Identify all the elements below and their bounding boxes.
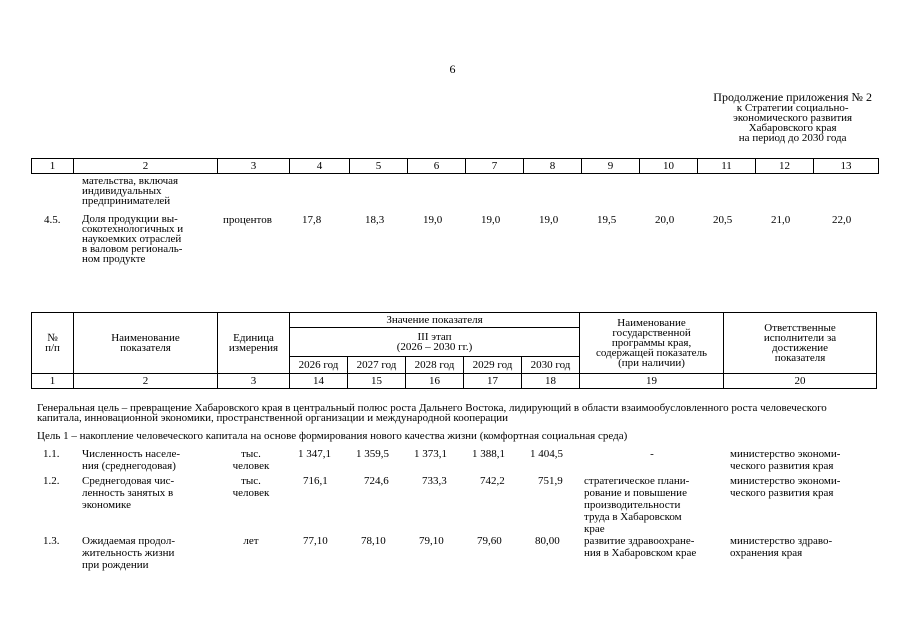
continuation-text bbox=[82, 176, 178, 206]
text-line: министерство экономи- bbox=[730, 475, 841, 487]
col-number: 9 bbox=[582, 159, 640, 174]
text-line: стратегическое плани- bbox=[584, 475, 690, 487]
text-line: рование и повышение bbox=[584, 487, 687, 499]
col-number: 12 bbox=[756, 159, 814, 174]
header-unit bbox=[218, 313, 290, 374]
header-line: показателя bbox=[120, 342, 171, 354]
value-cell: 79,10 bbox=[419, 535, 444, 547]
text-line: при рождении bbox=[82, 559, 149, 571]
header-line: достижение bbox=[772, 342, 828, 354]
header-year: 2029 год bbox=[464, 357, 522, 374]
header-line: III этап bbox=[417, 331, 452, 343]
col-number: 11 bbox=[698, 159, 756, 174]
appendix-line: Хабаровского края bbox=[748, 122, 837, 134]
text-line: крае bbox=[584, 523, 605, 535]
row-4-5-unit: процентов bbox=[223, 214, 272, 226]
page-number: 6 bbox=[449, 62, 456, 76]
text-line: лет bbox=[243, 535, 259, 547]
text-line: министерство здраво- bbox=[730, 535, 833, 547]
row-name bbox=[82, 475, 174, 511]
header-line: п/п bbox=[45, 342, 60, 354]
row-name bbox=[82, 535, 175, 571]
row-unit bbox=[222, 448, 280, 472]
value-cell: 724,6 bbox=[364, 475, 389, 487]
value-cell: 17,8 bbox=[302, 214, 322, 226]
header-line: (2026 – 2030 гг.) bbox=[396, 341, 473, 353]
value-cell: 20,0 bbox=[655, 214, 675, 226]
value-cell: 716,1 bbox=[303, 475, 328, 487]
col-number: 16 bbox=[406, 374, 464, 389]
row-unit bbox=[222, 475, 280, 499]
text-line: ческого развития края bbox=[730, 487, 834, 499]
header-year: 2030 год bbox=[522, 357, 580, 374]
col-number: 8 bbox=[524, 159, 582, 174]
value-cell: 1 373,1 bbox=[414, 448, 447, 460]
row-number: 1.2. bbox=[43, 475, 60, 487]
value-cell: 1 359,5 bbox=[356, 448, 389, 460]
col-number: 7 bbox=[466, 159, 524, 174]
text-line: экономике bbox=[82, 499, 131, 511]
text-line: наукоемких отраслей bbox=[82, 233, 182, 245]
col-number: 20 bbox=[724, 374, 877, 389]
header-line: № bbox=[47, 332, 58, 344]
row-responsible bbox=[730, 535, 832, 559]
appendix-line: на период до 2030 года bbox=[738, 132, 847, 144]
header-line: Наименование bbox=[111, 332, 180, 344]
header-program bbox=[580, 313, 724, 374]
col-number: 17 bbox=[464, 374, 522, 389]
header-line: показателя bbox=[774, 352, 826, 364]
header-line: содержащей показатель bbox=[595, 347, 708, 359]
header-line: Наименование bbox=[617, 317, 686, 329]
text-line: Доля продукции вы- bbox=[82, 213, 178, 225]
text-line: ческого развития края bbox=[730, 460, 834, 472]
appendix-line: к Стратегии социально- bbox=[736, 102, 849, 114]
text-line: индивидуальных bbox=[82, 185, 162, 197]
value-cell: 19,0 bbox=[539, 214, 559, 226]
text-line: тыс. bbox=[241, 475, 261, 487]
text-line: предпринимателей bbox=[82, 195, 171, 207]
col-number: 3 bbox=[218, 374, 290, 389]
row-program bbox=[584, 475, 689, 535]
value-cell: 19,0 bbox=[423, 214, 443, 226]
col-number: 2 bbox=[74, 159, 218, 174]
header-name bbox=[74, 313, 218, 374]
header-line: государственной bbox=[612, 327, 691, 339]
row-program bbox=[582, 448, 722, 460]
appendix-line: экономического развития bbox=[733, 112, 853, 124]
value-cell: 1 404,5 bbox=[530, 448, 563, 460]
text-line: жительность жизни bbox=[82, 547, 175, 559]
col-number: 6 bbox=[408, 159, 466, 174]
col-number: 15 bbox=[348, 374, 406, 389]
value-cell: 1 347,1 bbox=[298, 448, 331, 460]
text-line: ния в Хабаровском крае bbox=[584, 547, 697, 559]
row-number: 1.1. bbox=[43, 448, 60, 460]
text-line: в валовом региональ- bbox=[82, 243, 183, 255]
text-line: Ожидаемая продол- bbox=[82, 535, 176, 547]
header-line: измерения bbox=[228, 342, 279, 354]
general-goal: Генеральная цель – превращение Хабаровского края в центральный полюс роста Дальнего Востока, лидирующий в области взаимообусловленного роста человеческого капитала, инновационной экономики, пространственной организации и международной кооперации bbox=[37, 402, 827, 424]
bottom-table-header bbox=[31, 312, 877, 389]
value-cell: 733,3 bbox=[422, 475, 447, 487]
col-number: 1 bbox=[32, 159, 74, 174]
header-line: исполнители за bbox=[763, 332, 837, 344]
col-number: 10 bbox=[640, 159, 698, 174]
value-cell: 19,5 bbox=[597, 214, 617, 226]
col-number: 4 bbox=[290, 159, 350, 174]
text-line: Численность населе- bbox=[82, 448, 180, 460]
appendix-note bbox=[713, 92, 872, 143]
header-values: Значение показателя bbox=[290, 313, 580, 328]
header-year: 2027 год bbox=[348, 357, 406, 374]
value-cell: 22,0 bbox=[832, 214, 852, 226]
header-line: программы края, bbox=[611, 337, 692, 349]
text-line: министерство экономи- bbox=[730, 448, 841, 460]
col-number: 13 bbox=[814, 159, 879, 174]
header-year: 2028 год bbox=[406, 357, 464, 374]
text-line: труда в Хабаровском bbox=[584, 511, 682, 523]
text-line: - bbox=[650, 448, 654, 460]
col-number: 3 bbox=[218, 159, 290, 174]
row-responsible bbox=[730, 475, 840, 499]
header-responsible bbox=[724, 313, 877, 374]
col-number: 5 bbox=[350, 159, 408, 174]
text-line: ном продукте bbox=[82, 253, 146, 265]
value-cell: 78,10 bbox=[361, 535, 386, 547]
text-line: охранения края bbox=[730, 547, 803, 559]
header-line: Ответственные bbox=[764, 322, 836, 334]
text-line: тыс. bbox=[241, 448, 261, 460]
value-cell: 79,60 bbox=[477, 535, 502, 547]
goal-1: Цель 1 – накопление человеческого капитала на основе формирования нового качества жизни (комфортная социальная среда) bbox=[37, 430, 628, 442]
text-line: человек bbox=[232, 487, 270, 499]
col-number: 18 bbox=[522, 374, 580, 389]
text-line: сокотехнологичных и bbox=[82, 223, 184, 235]
value-cell: 80,00 bbox=[535, 535, 560, 547]
value-cell: 742,2 bbox=[480, 475, 505, 487]
text-line: человек bbox=[232, 460, 270, 472]
text-line: мательства, включая bbox=[82, 175, 179, 187]
header-line: (при наличии) bbox=[618, 357, 685, 369]
col-number: 19 bbox=[580, 374, 724, 389]
row-responsible bbox=[730, 448, 840, 472]
text-line: развитие здравоохране- bbox=[584, 535, 695, 547]
top-column-numbers bbox=[32, 159, 879, 174]
header-stage bbox=[290, 328, 580, 357]
text-line: ния (среднегодовая) bbox=[82, 460, 176, 472]
text-line: ленность занятых в bbox=[82, 487, 174, 499]
row-program bbox=[584, 535, 696, 559]
row-4-5-number: 4.5. bbox=[44, 214, 61, 226]
bottom-column-numbers bbox=[32, 374, 877, 389]
col-number: 1 bbox=[32, 374, 74, 389]
header-line: Единица bbox=[233, 332, 274, 344]
value-cell: 21,0 bbox=[771, 214, 791, 226]
appendix-line: Продолжение приложения № 2 bbox=[713, 90, 872, 104]
text-line: производительности bbox=[584, 499, 681, 511]
top-table bbox=[31, 158, 879, 174]
value-cell: 18,3 bbox=[365, 214, 385, 226]
value-cell: 19,0 bbox=[481, 214, 501, 226]
value-cell: 751,9 bbox=[538, 475, 563, 487]
header-num bbox=[32, 313, 74, 374]
col-number: 14 bbox=[290, 374, 348, 389]
value-cell: 77,10 bbox=[303, 535, 328, 547]
row-4-5-name bbox=[82, 214, 183, 264]
header-year: 2026 год bbox=[290, 357, 348, 374]
value-cell: 1 388,1 bbox=[472, 448, 505, 460]
text-line: Среднегодовая чис- bbox=[82, 475, 175, 487]
value-cell: 20,5 bbox=[713, 214, 733, 226]
row-unit bbox=[222, 535, 280, 547]
col-number: 2 bbox=[74, 374, 218, 389]
row-name bbox=[82, 448, 180, 472]
row-number: 1.3. bbox=[43, 535, 60, 547]
